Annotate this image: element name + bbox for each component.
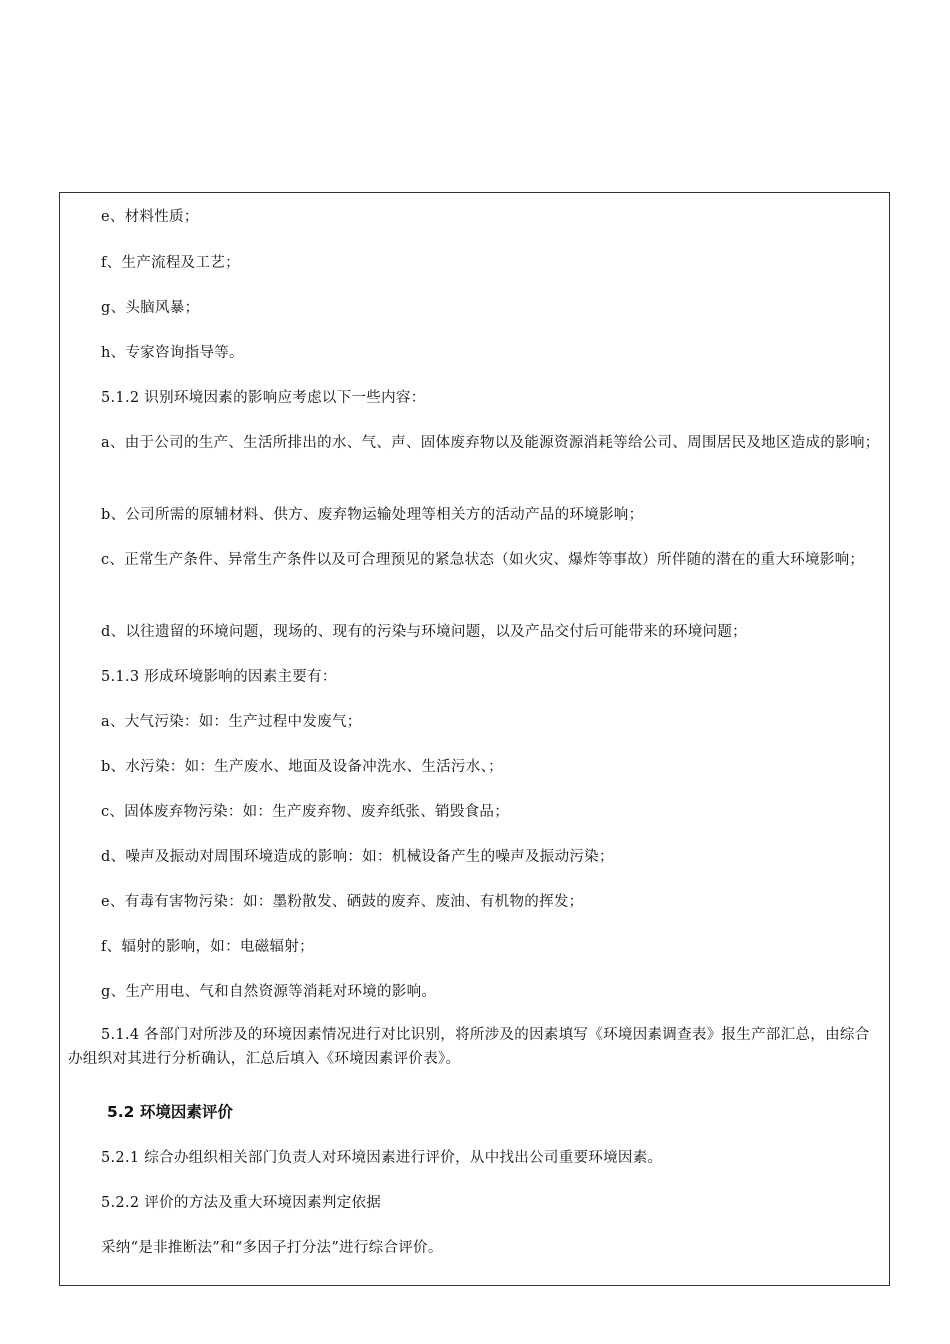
list-item-air-pollution: a、大气污染：如：生产过程中发废气； xyxy=(101,714,362,730)
list-item-expert: h、专家咨询指导等。 xyxy=(101,345,244,361)
list-item-abnormal-conditions: c、正常生产条件、异常生产条件以及可合理预见的紧急状态（如火灾、爆炸等事故）所伴随的潜在的重大环境影响； xyxy=(101,552,865,568)
list-item-process: f、生产流程及工艺； xyxy=(101,255,240,271)
list-item-noise: d、噪声及振动对周围环境造成的影响：如：机械设备产生的噪声及振动污染； xyxy=(101,849,614,865)
list-item-brainstorm: g、头脑风暴； xyxy=(101,300,200,316)
clause-5-2-1: 5.2.1 综合办组织相关部门负责人对环境因素进行评价，从中找出公司重要环境因素。 xyxy=(101,1150,663,1166)
list-item-legacy-issues: d、以往遗留的环境问题，现场的、现有的污染与环境问题，以及产品交付后可能带来的环境问题； xyxy=(101,624,747,640)
clause-5-1-4: 5.1.4 各部门对所涉及的环境因素情况进行对比识别，将所涉及的因素填写《环境因素调查表》报生产部汇总，由综合办组织对其进行分析确认，汇总后填入《环境因素评价表》。 xyxy=(68,1027,870,1067)
clause-5-1-2: 5.1.2 识别环境因素的影响应考虑以下一些内容： xyxy=(101,390,426,406)
document-frame xyxy=(59,192,890,1286)
clause-5-1-3: 5.1.3 形成环境影响的因素主要有： xyxy=(101,669,337,685)
list-item-toxic: e、有毒有害物污染：如：墨粉散发、硒鼓的废弃、废油、有机物的挥发； xyxy=(101,894,584,910)
list-item-related-parties: b、公司所需的原辅材料、供方、废弃物运输处理等相关方的活动产品的环境影响； xyxy=(101,507,644,523)
evaluation-method: 采纳“是非推断法”和“多因子打分法”进行综合评价。 xyxy=(101,1240,443,1256)
list-item-resource-consumption: g、生产用电、气和自然资源等消耗对环境的影响。 xyxy=(101,984,437,1000)
list-item-water-pollution: b、水污染：如：生产废水、地面及设备冲洗水、生活污水、； xyxy=(101,759,503,775)
list-item-emissions: a、由于公司的生产、生活所排出的水、气、声、固体废弃物以及能源资源消耗等给公司、周围居民及地区造成的影响； xyxy=(101,435,880,451)
list-item-solid-waste: c、固体废弃物污染：如：生产废弃物、废弃纸张、销毁食品； xyxy=(101,804,510,820)
list-item-radiation: f、辐射的影响，如：电磁辐射； xyxy=(101,939,314,955)
section-heading-5-2: 5.2 环境因素评价 xyxy=(107,1103,233,1121)
list-item-materials: e、材料性质； xyxy=(101,209,199,225)
clause-5-2-2: 5.2.2 评价的方法及重大环境因素判定依据 xyxy=(101,1195,382,1211)
